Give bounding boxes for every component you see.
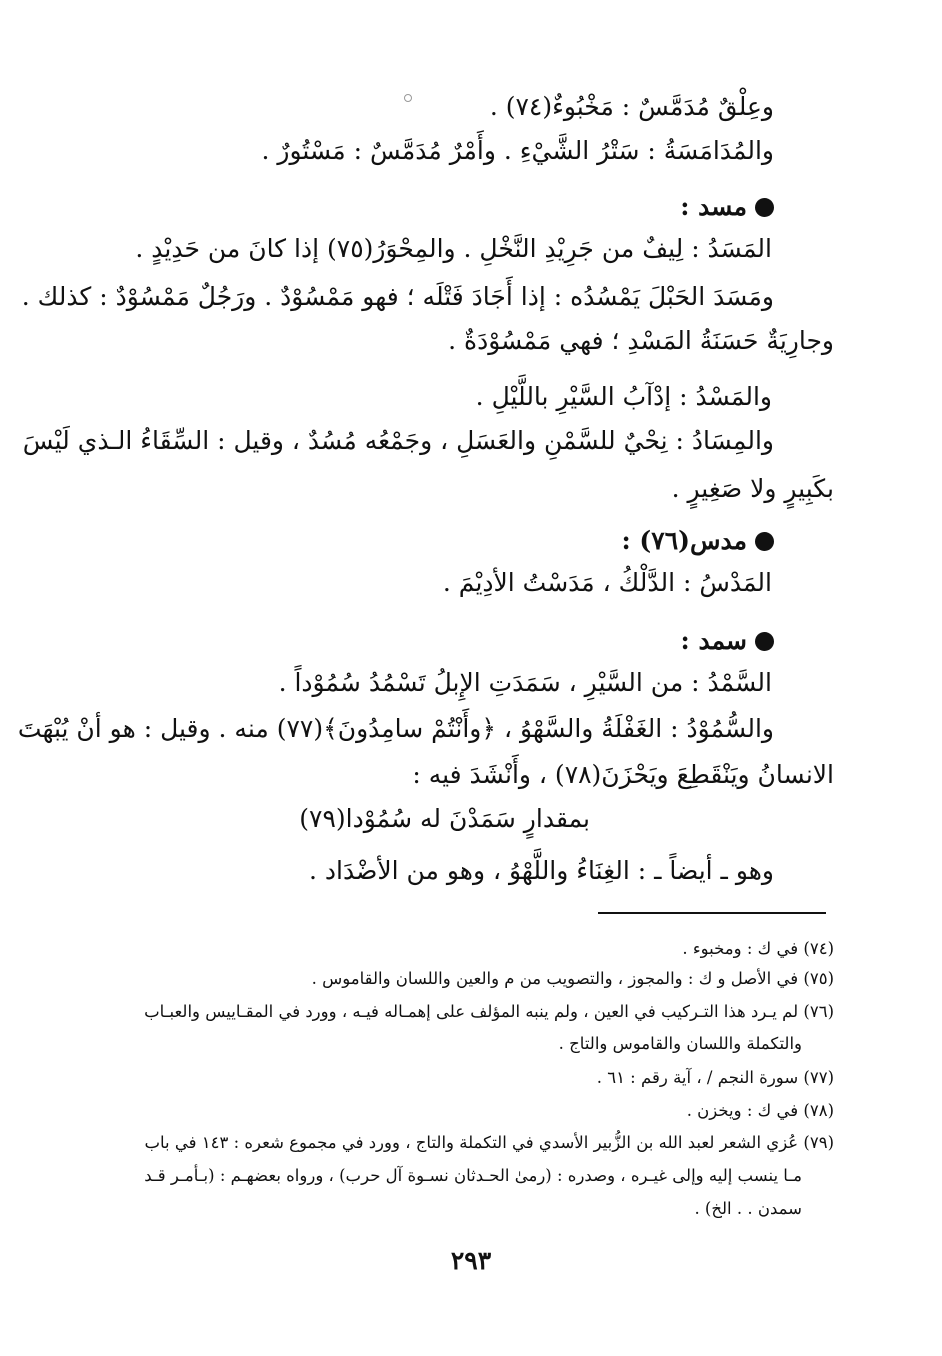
text-line: وجارِيَةٌ حَسَنَةُ المَسْدِ ؛ فهي مَمْسُوْدَةٌ . <box>448 326 834 355</box>
text-line: المَدْسُ : الدَّلْكُ ، مَدَسْتُ الأدِيْمَ . <box>442 568 772 597</box>
text-line: والسُّمُوْدُ : الغَفْلَةُ والسَّهْوُ ، ﴿وأَنْتُمْ سامِدُونَ﴾(٧٧) منه . وقيل : هو أنْ يُبْهَتَ <box>17 714 774 743</box>
text-line: بكَبِيرٍ ولا صَغِيرٍ . <box>671 474 834 503</box>
text-line: وهو ـ أيضاً ـ : الغِنَاءُ واللَّهْوُ ، وهو من الأضْدَاد . <box>309 856 774 885</box>
footnote: (٧٦) لم يـرد هذا التـركيب في العين ، ولم ينبه المؤلف على إهمـاله فيـه ، وورد في المقـاييس والعبـاب <box>144 1002 834 1021</box>
poetry-line: بمقدارٍ سَمَدْنَ له سُمُوْدا(٧٩) <box>299 804 590 833</box>
bullet-icon <box>755 632 774 651</box>
page-number: ٢٩٣ <box>450 1246 492 1275</box>
text-line: ومَسَدَ الحَبْلَ يَمْسُدُه : إذا أَجَادَ فَتْلَه ؛ فهو مَمْسُوْدٌ . ورَجُلٌ مَمْسُوْدٌ : كذلك . <box>21 282 774 311</box>
text-line: الانسانُ ويَنْقَطِعَ ويَحْزَنَ(٧٨) ، وأَنْشَدَ فيه : <box>412 760 834 789</box>
footnote: (٧٨) في ك : ويخزن . <box>686 1101 834 1120</box>
footnote: (٧٤) في ك : ومخبوء . <box>682 939 834 958</box>
footnote: مـا ينسب إليه وإلى غيـره ، وصدره : (رمىٰ الحـدثان نسـوة آل حرب) ، ورواه بعضهـم : (بـأمـر قـد <box>144 1166 802 1185</box>
text-line: المَسَدُ : لِيفٌ من جَرِيْدِ النَّخْلِ . والمِحْوَرُ(٧٥) إذا كانَ من حَدِيْدٍ . <box>135 234 772 263</box>
text-line: وعِلْقٌ مُدَمَّسٌ : مَخْبُوءٌ(٧٤) . <box>489 92 774 121</box>
entry-heading-samad: سمد : <box>0 624 942 658</box>
footnote-separator <box>598 912 826 914</box>
footnote: سمدن . . الخ) . <box>694 1199 802 1218</box>
entry-heading-madas: مدس(٧٦) : <box>0 524 942 558</box>
footnote: (٧٧) سورة النجم / ، آية رقم : ٦١ . <box>596 1068 834 1087</box>
text-line: السَّمْدُ : من السَّيْرِ ، سَمَدَتِ الإِبلُ تَسْمُدُ سُمُوْداً . <box>278 668 772 697</box>
footnote: (٧٩) عُزي الشعر لعبد الله بن الزُّبير الأسدي في التكملة والتاج ، وورد في مجموع شعره : ١٤٣ في باب <box>144 1133 834 1152</box>
text-line: والمُدَامَسَةُ : سَتْرُ الشَّيْءِ . وأَمْرٌ مُدَمَّسٌ : مَسْتُورٌ . <box>261 136 774 165</box>
entry-heading-masad: مسد : <box>0 190 942 224</box>
text-line: والمَسْدُ : إدْآبُ السَّيْرِ باللَّيْلِ . <box>475 382 772 411</box>
text-line: والمِسَادُ : نِحْيٌ للسَّمْنِ والعَسَلِ ، وجَمْعُه مُسُدٌ ، وقيل : السِّقَاءُ الـذي لَيْسَ <box>22 426 774 455</box>
bullet-icon <box>755 198 774 217</box>
footnote: (٧٥) في الأصل و ك : والمجوز ، والتصويب من م والعين واللسان والقاموس . <box>311 969 834 988</box>
footnote: والتكملة واللسان والقاموس والتاج . <box>558 1034 802 1053</box>
bullet-icon <box>755 532 774 551</box>
